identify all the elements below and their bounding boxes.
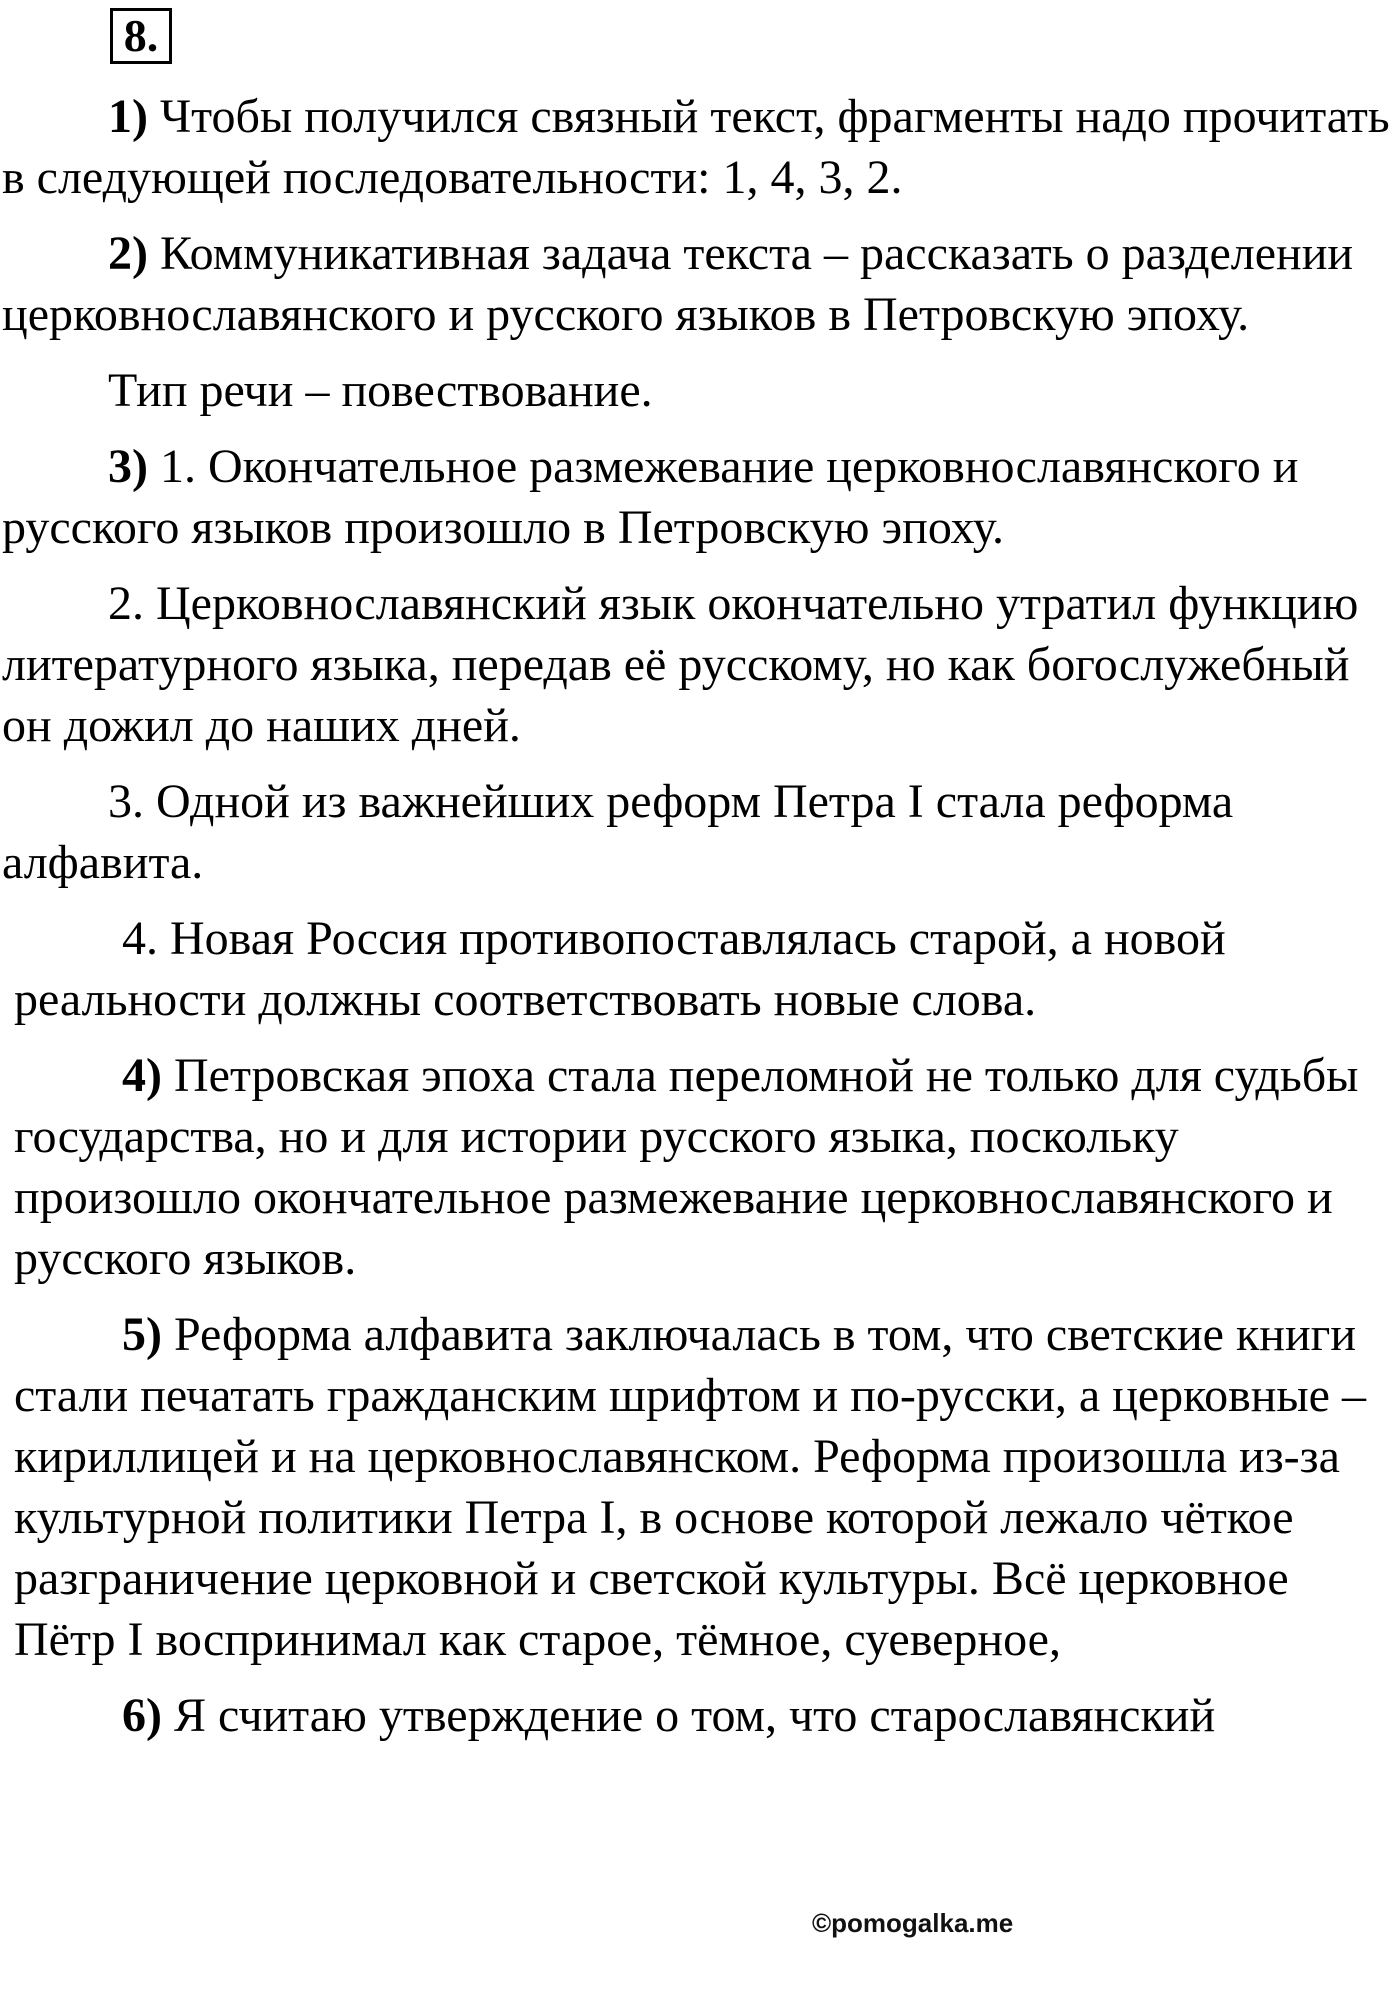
paragraph-text: 1. Окончательное размежевание церковнославянского и русского языков произошло в Петровскую эпоху.: [2, 440, 1299, 554]
paragraph-3-2: [2, 573, 1392, 756]
paragraph-text: Коммуникативная задача текста – рассказать о разделении церковнославянского и русского языков в Петровскую эпоху.: [2, 227, 1354, 341]
item-number: 1): [108, 90, 148, 143]
watermark: ©pomogalka.me: [812, 1908, 1014, 1938]
paragraph-6: [2, 1685, 1392, 1746]
paragraph-speech-type: [2, 360, 1392, 421]
paragraph-3-3: [2, 771, 1392, 893]
paragraph-text: Я считаю утверждение о том, что старославянский: [161, 1689, 1216, 1742]
paragraph-text: Петровская эпоха стала переломной не только для судьбы государства, но и для истории русского языка, поскольку произошло окончательное размежевание церковнославянского и русского языков.: [14, 1049, 1359, 1285]
item-number: 3): [108, 440, 148, 493]
paragraph-5: [2, 1304, 1392, 1670]
paragraph-3-4: [2, 908, 1392, 1030]
item-number: 4): [122, 1049, 162, 1102]
answer-text: [2, 86, 1392, 1761]
task-number-box: 8.: [110, 8, 172, 64]
paragraph-1: [2, 86, 1392, 208]
paragraph-text: 3. Одной из важнейших реформ Петра I стала реформа алфавита.: [2, 775, 1234, 889]
paragraph-2: [2, 223, 1392, 345]
item-number: 5): [122, 1308, 162, 1361]
paragraph-3: [2, 436, 1392, 558]
paragraph-text: Реформа алфавита заключалась в том, что светские книги стали печатать гражданским шрифтом и по-русски, а церковные – кириллицей и на церковнославянском. Реформа произошла из-за культурной политики Петра I, в основе которой лежало чёткое разграничение церковной и светской культуры. Всё церковное Пётр I воспринимал как старое, тёмное, суеверное,: [14, 1308, 1366, 1666]
paragraph-text: Тип речи – повествование.: [108, 364, 653, 417]
paragraph-4: [2, 1045, 1392, 1289]
paragraph-text: Чтобы получился связный текст, фрагменты надо прочитать в следующей последовательности: 1, 4, 3, 2.: [2, 90, 1390, 204]
paragraph-text: 4. Новая Россия противопоставлялась старой, а новой реальности должны соответствовать новые слова.: [14, 912, 1226, 1026]
item-number: 2): [108, 227, 148, 280]
item-number: 6): [122, 1689, 162, 1742]
paragraph-text: 2. Церковнославянский язык окончательно утратил функцию литературного языка, передав её русскому, но как богослужебный он дожил до наших дней.: [2, 577, 1359, 752]
